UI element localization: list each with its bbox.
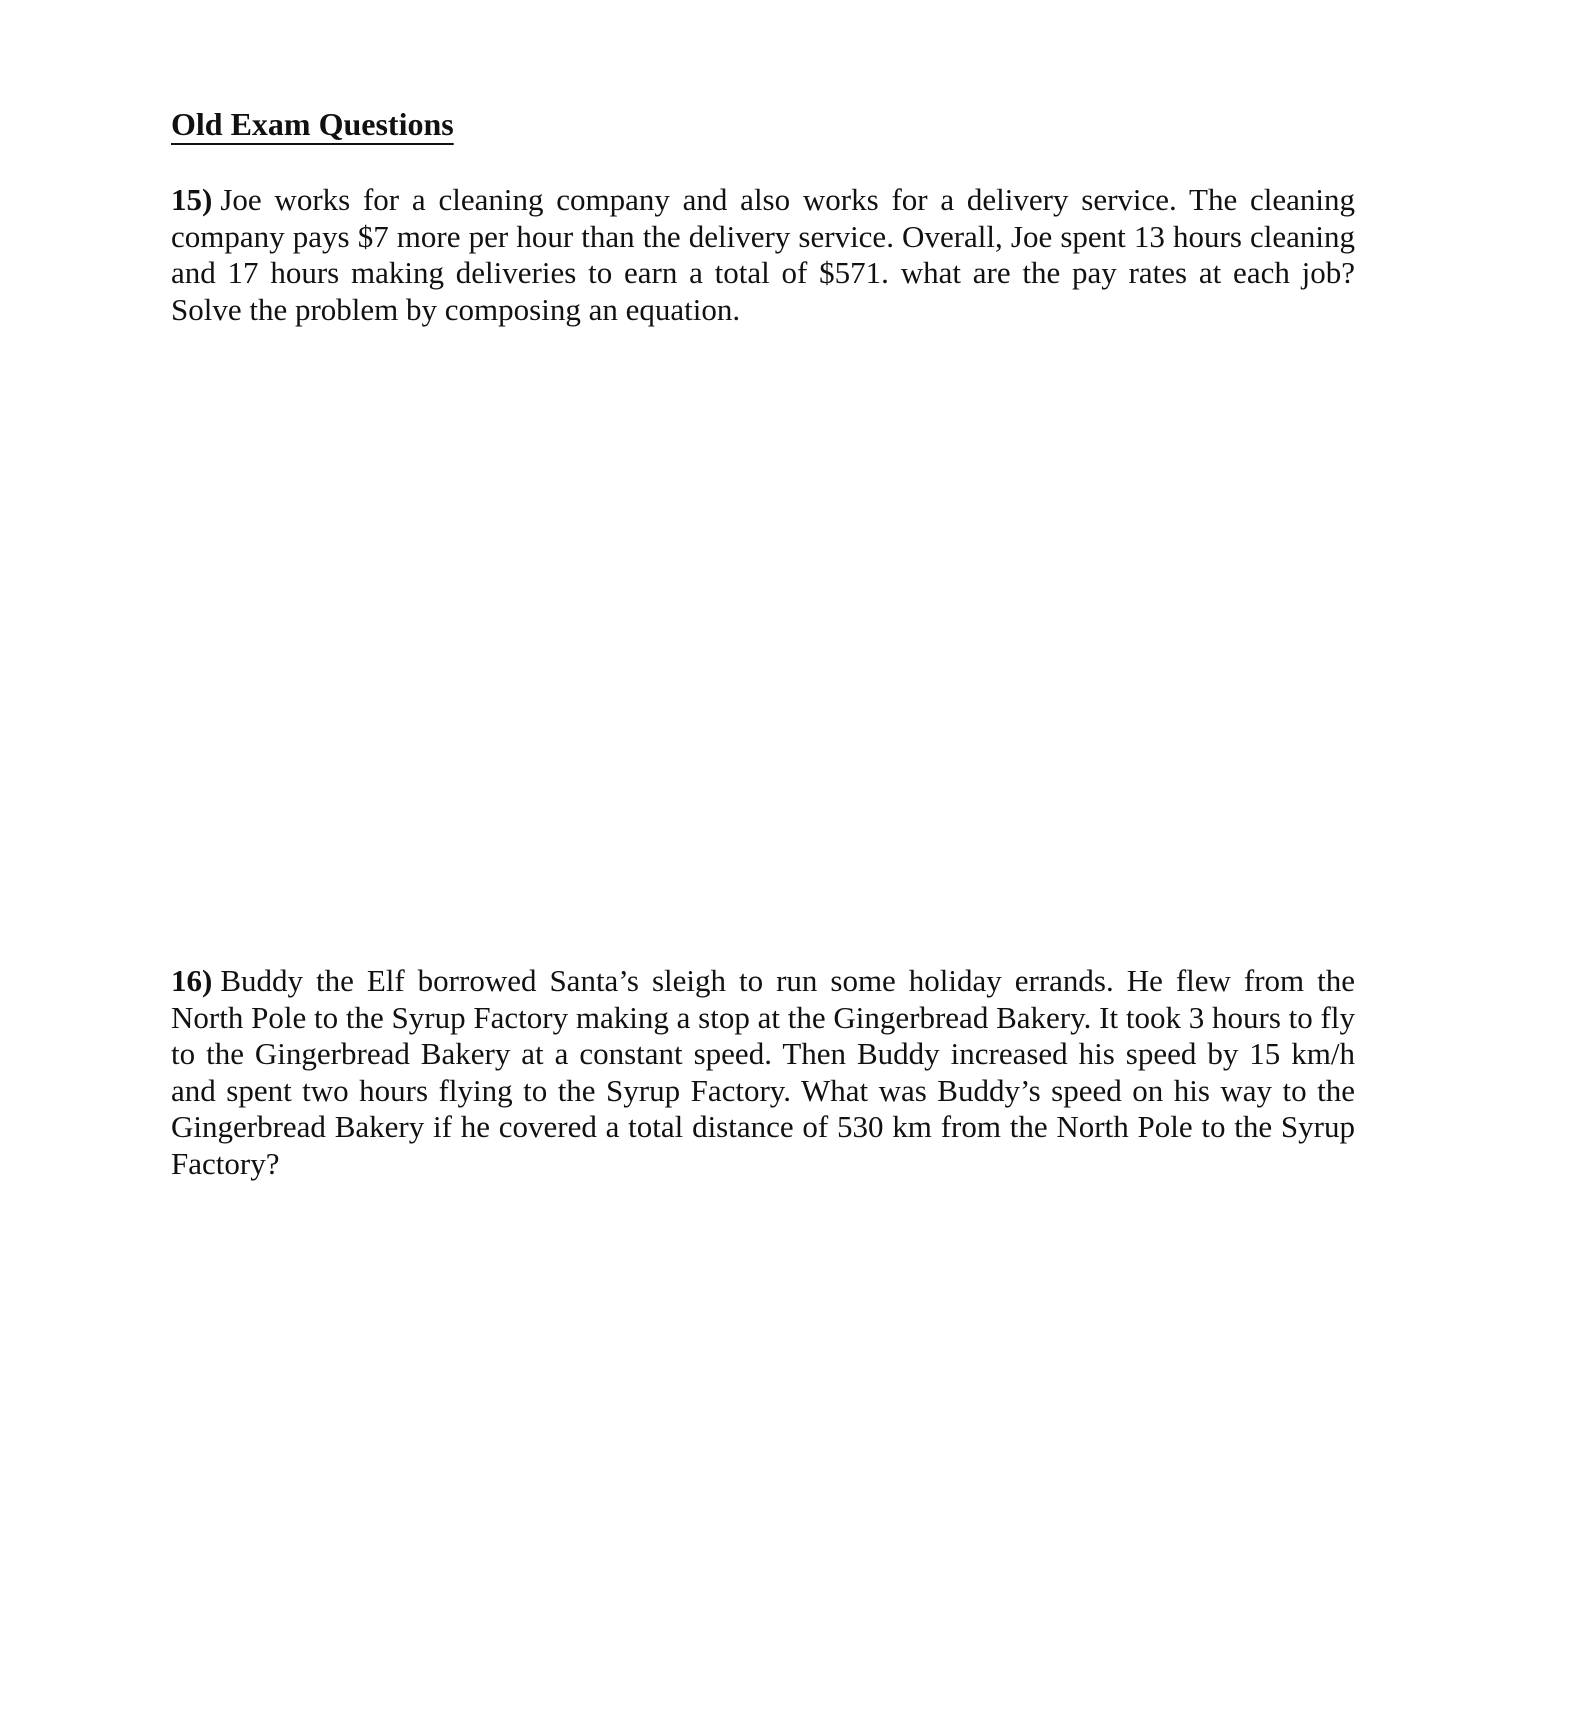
question-text: Buddy the Elf borrowed Santa’s sleigh to run some holiday errands. He flew from the North Pole to the Syrup Factory making a stop at the Gingerbread Bakery. It took 3 hours to fly to the Gingerbread Bakery at a constant speed. Then Buddy increased his speed by 15 km/h and spent two hours flying to the Syrup Factory. What was Buddy’s speed on his way to the Gingerbread Bakery if he covered a total distance of 530 km from the North Pole to the Syrup Factory? bbox=[171, 963, 1355, 1181]
question-15 bbox=[171, 182, 1355, 328]
question-number: 15) bbox=[171, 182, 213, 217]
question-number: 16) bbox=[171, 963, 213, 998]
question-text: Joe works for a cleaning company and also works for a delivery service. The cleaning company pays $7 more per hour than the delivery service. Overall, Joe spent 13 hours cleaning and 17 hours making deliveries to earn a total of $571. what are the pay rates at each job? Solve the problem by composing an equation. bbox=[171, 182, 1355, 327]
question-16 bbox=[171, 963, 1355, 1182]
page-title: Old Exam Questions bbox=[171, 106, 454, 142]
